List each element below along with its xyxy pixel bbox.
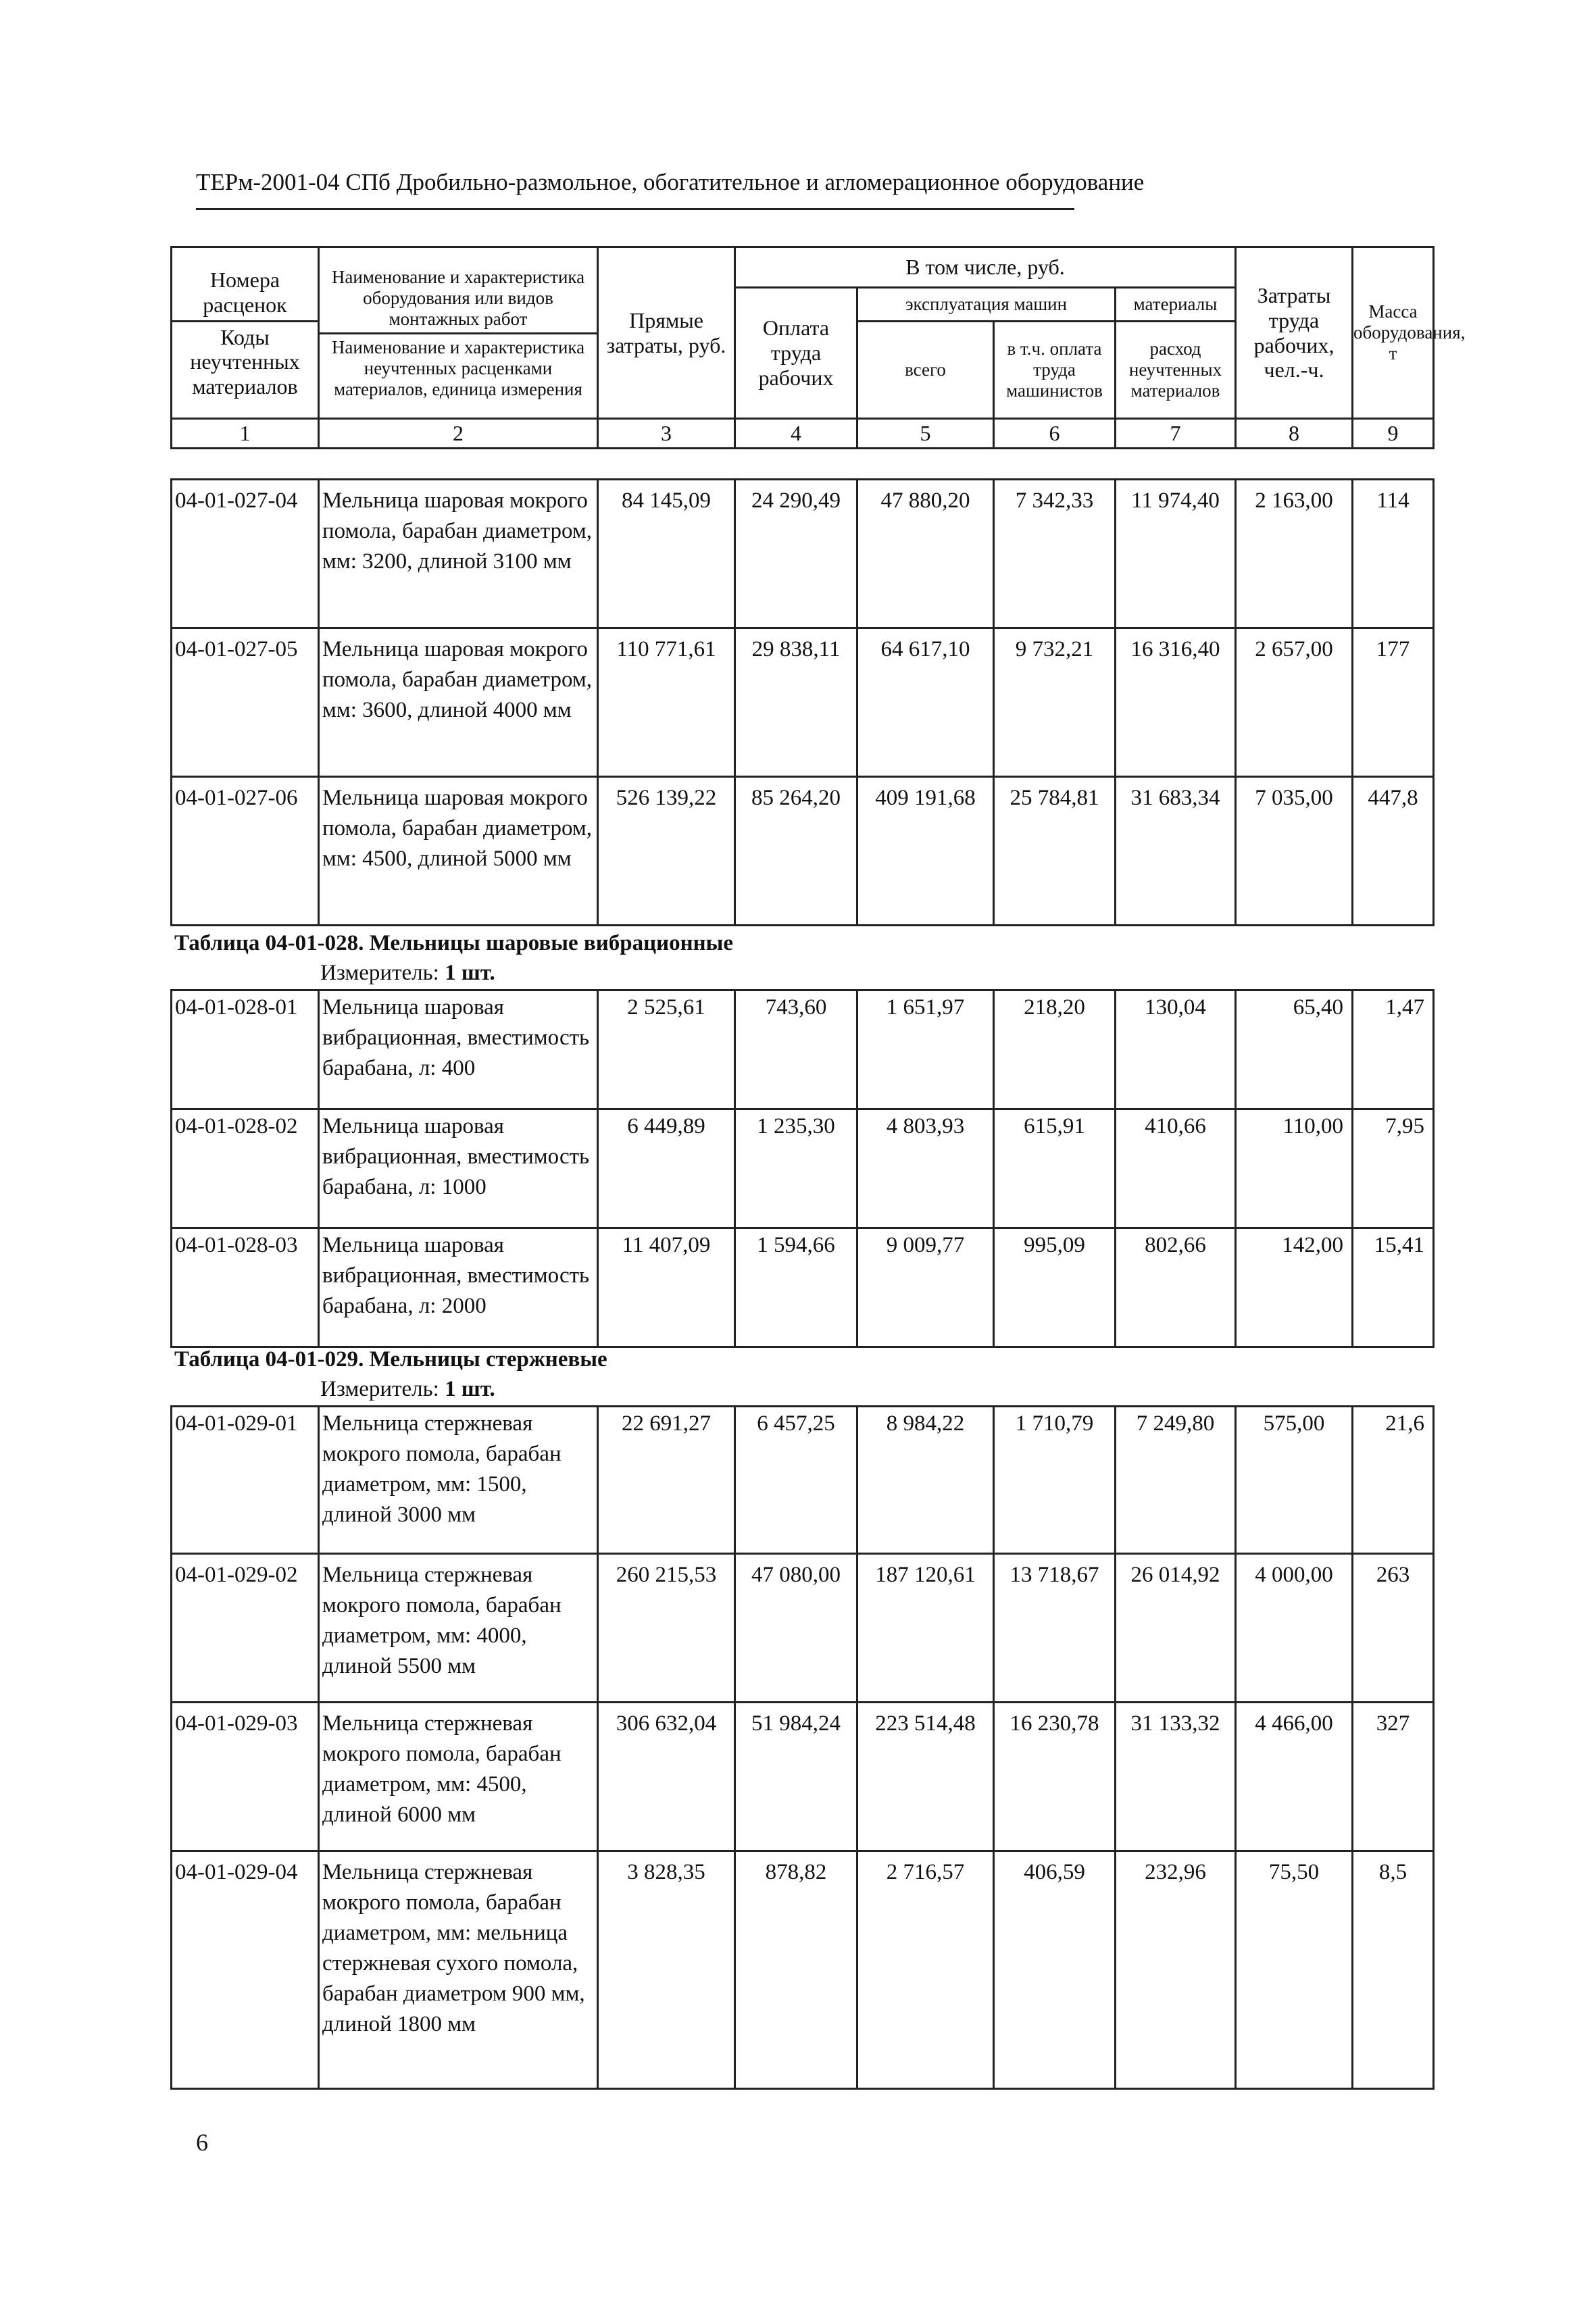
measure-value: 1 шт. [445,961,495,985]
column-number: 8 [1236,419,1353,449]
labor-hours: 142,00 [1236,1228,1353,1347]
machine-labor: 1 710,79 [994,1407,1116,1554]
labor-cost: 51 984,24 [735,1703,857,1851]
labor-hours: 65,40 [1236,990,1353,1109]
direct-cost: 526 139,22 [598,777,735,926]
labor-cost: 743,60 [735,990,857,1109]
materials-cost: 130,04 [1116,990,1236,1109]
direct-cost: 3 828,35 [598,1851,735,2089]
column-number: 4 [735,419,857,449]
equipment-mass: 114 [1353,480,1434,628]
rate-code: 04-01-028-02 [172,1109,319,1228]
item-name: Мельница шаровая мокрого помола, барабан диаметром, мм: 4500, длиной 5000 мм [319,777,598,926]
column-number: 7 [1116,419,1236,449]
labor-hours: 2 163,00 [1236,480,1353,628]
labor-cost: 878,82 [735,1851,857,2089]
page-header: ТЕРм-2001-04 СПб Дробильно-размольное, обогатительное и агломерационное оборудование [196,169,1145,195]
measure-line-029 [320,1377,495,1402]
labor-cost: 29 838,11 [735,628,857,777]
col6-header: в т.ч. оплата труда машинистов [994,322,1116,419]
machine-total: 9 009,77 [857,1228,994,1347]
materials-cost: 7 249,80 [1116,1407,1236,1554]
equipment-mass: 15,41 [1353,1228,1434,1347]
machine-labor: 218,20 [994,990,1116,1109]
rate-code: 04-01-027-05 [172,628,319,777]
equipment-mass: 447,8 [1353,777,1434,926]
materials-cost: 31 133,32 [1116,1703,1236,1851]
machine-total: 2 716,57 [857,1851,994,2089]
col2-top-label: Наименование и характеристика оборудования или видов монтажных работ [320,266,597,334]
column-number: 6 [994,419,1116,449]
col4-header: Оплата труда рабочих [735,288,857,419]
item-name: Мельница стержневая мокрого помола, барабан диаметром, мм: 1500, длиной 3000 мм [319,1407,598,1554]
labor-hours: 75,50 [1236,1851,1353,2089]
direct-cost: 11 407,09 [598,1228,735,1347]
table-row [172,1407,1434,1554]
direct-cost: 6 449,89 [598,1109,735,1228]
machine-labor: 9 732,21 [994,628,1116,777]
machine-labor: 7 342,33 [994,480,1116,628]
labor-cost: 85 264,20 [735,777,857,926]
col3-header: Прямые затраты, руб. [598,247,735,419]
machine-total: 64 617,10 [857,628,994,777]
table-caption-028: Таблица 04-01-028. Мельницы шаровые вибрационные [174,931,734,955]
rate-code: 04-01-027-04 [172,480,319,628]
group-header: В том числе, руб. [735,247,1236,288]
direct-cost: 2 525,61 [598,990,735,1109]
equipment-mass: 8,5 [1353,1851,1434,2089]
rate-code: 04-01-029-03 [172,1703,319,1851]
measure-label: Измеритель: [320,1377,439,1401]
direct-cost: 306 632,04 [598,1703,735,1851]
column-number: 2 [319,419,598,449]
labor-hours: 575,00 [1236,1407,1353,1554]
labor-cost: 1 594,66 [735,1228,857,1347]
machine-total: 223 514,48 [857,1703,994,1851]
machine-labor: 406,59 [994,1851,1116,2089]
table-row [172,480,1434,628]
col8-header: Затраты труда рабочих, чел.-ч. [1236,247,1353,419]
measure-label: Измеритель: [320,961,439,985]
table-row [172,1554,1434,1703]
table-row [172,628,1434,777]
materials-cost: 26 014,92 [1116,1554,1236,1703]
column-header-table [170,246,1466,449]
rate-code: 04-01-029-02 [172,1554,319,1703]
materials-cost: 410,66 [1116,1109,1236,1228]
equipment-mass: 263 [1353,1554,1434,1703]
machine-labor: 615,91 [994,1109,1116,1228]
table-row [172,1703,1434,1851]
measure-line-028 [320,961,495,986]
data-table-029 [170,1405,1435,2090]
machine-labor: 16 230,78 [994,1703,1116,1851]
rate-code: 04-01-027-06 [172,777,319,926]
direct-cost: 110 771,61 [598,628,735,777]
labor-hours: 110,00 [1236,1109,1353,1228]
machine-total: 47 880,20 [857,480,994,628]
machine-labor: 13 718,67 [994,1554,1116,1703]
item-name: Мельница шаровая вибрационная, вместимость барабана, л: 1000 [319,1109,598,1228]
direct-cost: 22 691,27 [598,1407,735,1554]
rate-code: 04-01-028-03 [172,1228,319,1347]
machine-total: 8 984,22 [857,1407,994,1554]
item-name: Мельница шаровая вибрационная, вместимость барабана, л: 2000 [319,1228,598,1347]
materials-cost: 16 316,40 [1116,628,1236,777]
labor-cost: 24 290,49 [735,480,857,628]
table-row [172,1109,1434,1228]
labor-hours: 4 466,00 [1236,1703,1353,1851]
machine-total: 409 191,68 [857,777,994,926]
item-name: Мельница стержневая мокрого помола, барабан диаметром, мм: 4500, длиной 6000 мм [319,1703,598,1851]
col5-header: всего [857,322,994,419]
item-name: Мельница шаровая вибрационная, вместимость барабана, л: 400 [319,990,598,1109]
direct-cost: 260 215,53 [598,1554,735,1703]
item-name: Мельница шаровая мокрого помола, барабан диаметром, мм: 3600, длиной 4000 мм [319,628,598,777]
table-row [172,1228,1434,1347]
col2-bottom-label: Наименование и характеристика неучтенных расценками материалов, единица измерения [331,337,585,400]
col1-top-label: Номера расценок [172,266,318,322]
col9-header: Масса оборудования, т [1353,247,1434,419]
column-number: 3 [598,419,735,449]
col2-header [319,247,598,419]
materials-cost: 232,96 [1116,1851,1236,2089]
labor-cost: 47 080,00 [735,1554,857,1703]
labor-hours: 4 000,00 [1236,1554,1353,1703]
data-table-027 [170,478,1435,926]
table-row [172,777,1434,926]
table-caption-029: Таблица 04-01-029. Мельницы стержневые [174,1347,607,1372]
table-row [172,990,1434,1109]
item-name: Мельница стержневая мокрого помола, барабан диаметром, мм: мельница стержневая сухого помола, барабан диаметром 900 мм, длиной 1800 мм [319,1851,598,2089]
rate-code: 04-01-029-01 [172,1407,319,1554]
rate-code: 04-01-028-01 [172,990,319,1109]
equipment-mass: 7,95 [1353,1109,1434,1228]
column-number: 1 [172,419,319,449]
rate-code: 04-01-029-04 [172,1851,319,2089]
item-name: Мельница шаровая мокрого помола, барабан диаметром, мм: 3200, длиной 3100 мм [319,480,598,628]
col1-bottom-label: Коды неучтенных материалов [190,324,300,399]
data-table-028 [170,989,1435,1348]
materials-cost: 11 974,40 [1116,480,1236,628]
labor-cost: 1 235,30 [735,1109,857,1228]
machine-labor: 995,09 [994,1228,1116,1347]
machine-labor: 25 784,81 [994,777,1116,926]
column-numbers-row [172,419,1434,449]
labor-cost: 6 457,25 [735,1407,857,1554]
machine-total: 4 803,93 [857,1109,994,1228]
measure-value: 1 шт. [445,1377,495,1401]
equipment-mass: 21,6 [1353,1407,1434,1554]
table-row [172,1851,1434,2089]
labor-hours: 7 035,00 [1236,777,1353,926]
machine-total: 187 120,61 [857,1554,994,1703]
materials-header: материалы [1116,288,1236,322]
equipment-mass: 1,47 [1353,990,1434,1109]
machine-total: 1 651,97 [857,990,994,1109]
column-number: 5 [857,419,994,449]
item-name: Мельница стержневая мокрого помола, барабан диаметром, мм: 4000, длиной 5500 мм [319,1554,598,1703]
equipment-mass: 177 [1353,628,1434,777]
column-number: 9 [1353,419,1434,449]
equipment-mass: 327 [1353,1703,1434,1851]
page-number: 6 [196,2129,208,2156]
labor-hours: 2 657,00 [1236,628,1353,777]
materials-cost: 31 683,34 [1116,777,1236,926]
header-rule [196,208,1074,210]
direct-cost: 84 145,09 [598,480,735,628]
col7-header: расход неучтенных материалов [1116,322,1236,419]
materials-cost: 802,66 [1116,1228,1236,1347]
machines-header: эксплуатация машин [857,288,1116,322]
col1-header [172,247,319,419]
